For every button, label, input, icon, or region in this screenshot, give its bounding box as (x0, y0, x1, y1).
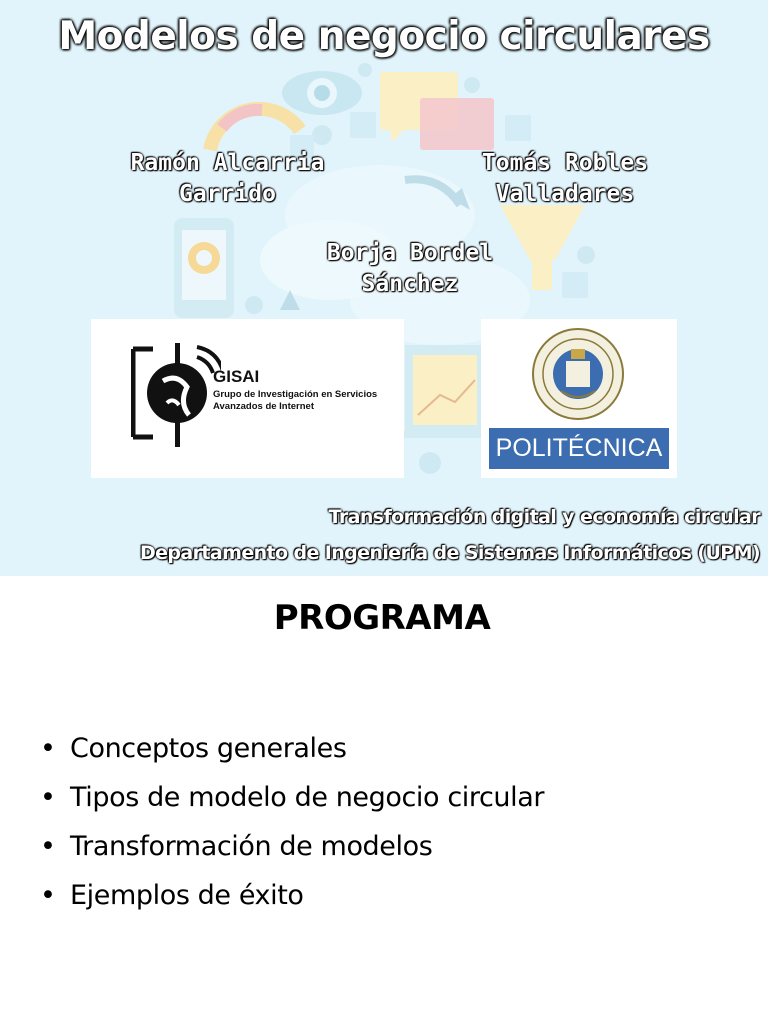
agenda-item-text: Transformación de modelos (70, 831, 433, 862)
author-name: Tomás Robles Valladares (481, 150, 649, 207)
gauge-icon (210, 109, 300, 150)
bullet: • (40, 733, 56, 764)
agenda-list (40, 724, 544, 920)
agenda-slide (0, 576, 768, 1024)
laptop-icon (395, 345, 495, 438)
department-name: Departamento de Ingeniería de Sistemas Informáticos (UPM) (139, 542, 760, 564)
list-item (40, 871, 544, 920)
list-item (40, 773, 544, 822)
gisai-emblem-icon (131, 343, 221, 447)
phone-icon (174, 218, 234, 318)
gisai-subtitle: Grupo de Investigación en Servicios Avanzados de Internet (213, 389, 378, 412)
gisai-logo (91, 319, 404, 478)
course-name: Transformación digital y economía circular (328, 506, 760, 528)
bullet: • (40, 880, 56, 911)
agenda-item-text: Ejemplos de éxito (70, 880, 304, 911)
list-item (40, 822, 544, 871)
agenda-item-text: Conceptos generales (70, 733, 347, 764)
bullet: • (40, 831, 56, 862)
bullet: • (40, 782, 56, 813)
author-name: Ramón Alcarria Garrido (130, 150, 325, 207)
agenda-heading: PROGRAMA (273, 598, 491, 638)
upm-seal-icon (531, 327, 625, 421)
upm-banner: POLITÉCNICA (489, 428, 669, 469)
gisai-name: GISAI (213, 367, 260, 386)
eye-icon (282, 71, 362, 115)
upm-logo (481, 319, 677, 478)
list-item (40, 724, 544, 773)
agenda-item-text: Tipos de modelo de negocio circular (70, 782, 545, 813)
slide-title: Modelos de negocio circulares (58, 14, 710, 59)
author-name: Borja Bordel Sánchez (326, 240, 494, 297)
